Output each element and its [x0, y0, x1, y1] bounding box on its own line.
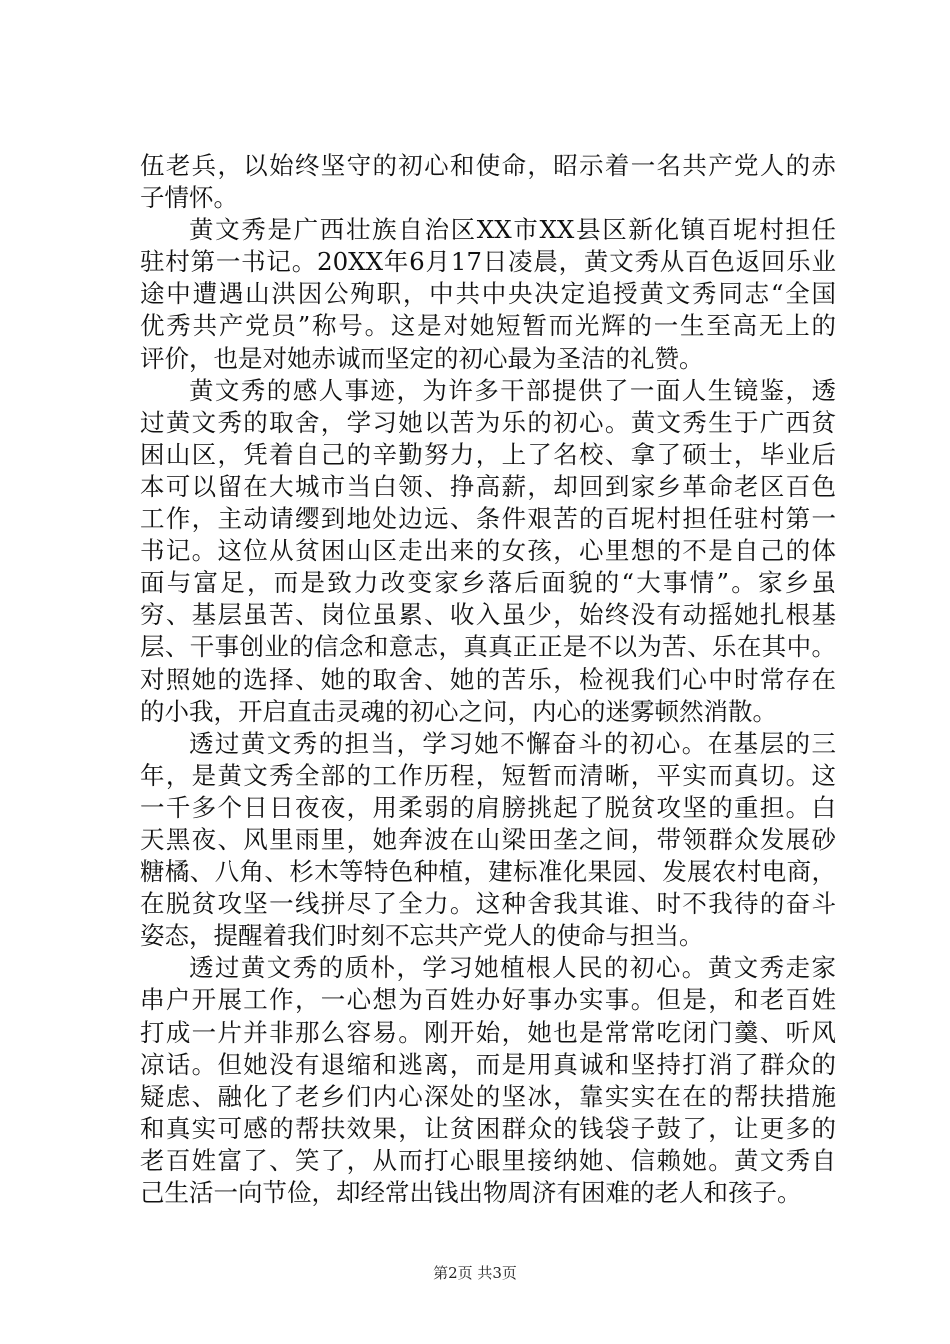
text-line: 过黄文秀的取舍，学习她以苦为乐的初心。黄文秀生于广西贫 — [140, 407, 836, 437]
text-line: 书记。这位从贫困山区走出来的女孩，心里想的不是自己的体 — [140, 536, 836, 566]
text-line: 优秀共产党员”称号。这是对她短暂而光辉的一生至高无上的 — [140, 311, 836, 341]
text-line: 困山区，凭着自己的辛勤努力，上了名校、拿了硕士，毕业后 — [140, 439, 836, 469]
text-line: 疑虑、融化了老乡们内心深处的坚冰，靠实实在在的帮扶措施 — [140, 1081, 836, 1111]
text-line: 本可以留在大城市当白领、挣高薪，却回到家乡革命老区百色 — [140, 471, 836, 501]
text-line: 子情怀。 — [140, 183, 238, 213]
text-line: 凉话。但她没有退缩和逃离，而是用真诚和坚持打消了群众的 — [140, 1049, 836, 1079]
text-line: 串户开展工作，一心想为百姓办好事办实事。但是，和老百姓 — [140, 985, 836, 1015]
text-line: 面与富足，而是致力改变家乡落后面貌的“大事情”。家乡虽 — [140, 568, 836, 598]
text-line: 姿态，提醒着我们时刻不忘共产党人的使命与担当。 — [140, 921, 704, 951]
text-line: 对照她的选择、她的取舍、她的苦乐，检视我们心中时常存在 — [140, 664, 836, 694]
text-line: 己生活一向节俭，却经常出钱出物周济有困难的老人和孩子。 — [140, 1178, 802, 1207]
text-line: 驻村第一书记。20XX年6月17日凌晨，黄文秀从百色返回乐业 — [140, 247, 836, 277]
text-line: 透过黄文秀的担当，学习她不懈奋斗的初心。在基层的三 — [189, 728, 836, 758]
text-line: 年，是黄文秀全部的工作历程，短暂而清晰，平实而真切。这 — [140, 760, 836, 790]
text-line: 工作，主动请缨到地处边远、条件艰苦的百坭村担任驻村第一 — [140, 504, 836, 534]
text-line: 穷、基层虽苦、岗位虽累、收入虽少，始终没有动摇她扎根基 — [140, 600, 836, 630]
text-line: 和真实可感的帮扶效果，让贫困群众的钱袋子鼓了，让更多的 — [140, 1113, 836, 1143]
text-line: 一千多个日日夜夜，用柔弱的肩膀挑起了脱贫攻坚的重担。白 — [140, 792, 836, 822]
text-line: 天黑夜、风里雨里，她奔波在山梁田垄之间，带领群众发展砂 — [140, 824, 836, 854]
text-line: 的小我，开启直击灵魂的初心之问，内心的迷雾顿然消散。 — [140, 696, 777, 726]
text-line: 黄文秀是广西壮族自治区XX市XX县区新化镇百坭村担任 — [189, 215, 836, 245]
body-text — [140, 150, 836, 1209]
text-line: 老百姓富了、笑了，从而打心眼里接纳她、信赖她。黄文秀自 — [140, 1145, 836, 1175]
text-line: 在脱贫攻坚一线拼尽了全力。这种舍我其谁、时不我待的奋斗 — [140, 889, 836, 919]
text-line: 糖橘、八角、杉木等特色种植，建标准化果园、发展农村电商， — [140, 857, 836, 887]
text-line: 评价，也是对她赤诚而坚定的初心最为圣洁的礼赞。 — [140, 343, 704, 373]
text-line: 途中遭遇山洪因公殉职，中共中央决定追授黄文秀同志“全国 — [140, 279, 836, 309]
text-line: 透过黄文秀的质朴，学习她植根人民的初心。黄文秀走家 — [189, 953, 836, 983]
text-line: 打成一片并非那么容易。刚开始，她也是常常吃闭门羹、听风 — [140, 1017, 836, 1047]
text-line: 黄文秀的感人事迹，为许多干部提供了一面人生镜鉴，透 — [189, 375, 836, 405]
text-line: 层、干事创业的信念和意志，真真正正是不以为苦、乐在其中。 — [140, 632, 836, 662]
page-footer: 第2页 共3页 — [433, 1264, 517, 1282]
text-line: 伍老兵，以始终坚守的初心和使命，昭示着一名共产党人的赤 — [140, 151, 836, 180]
